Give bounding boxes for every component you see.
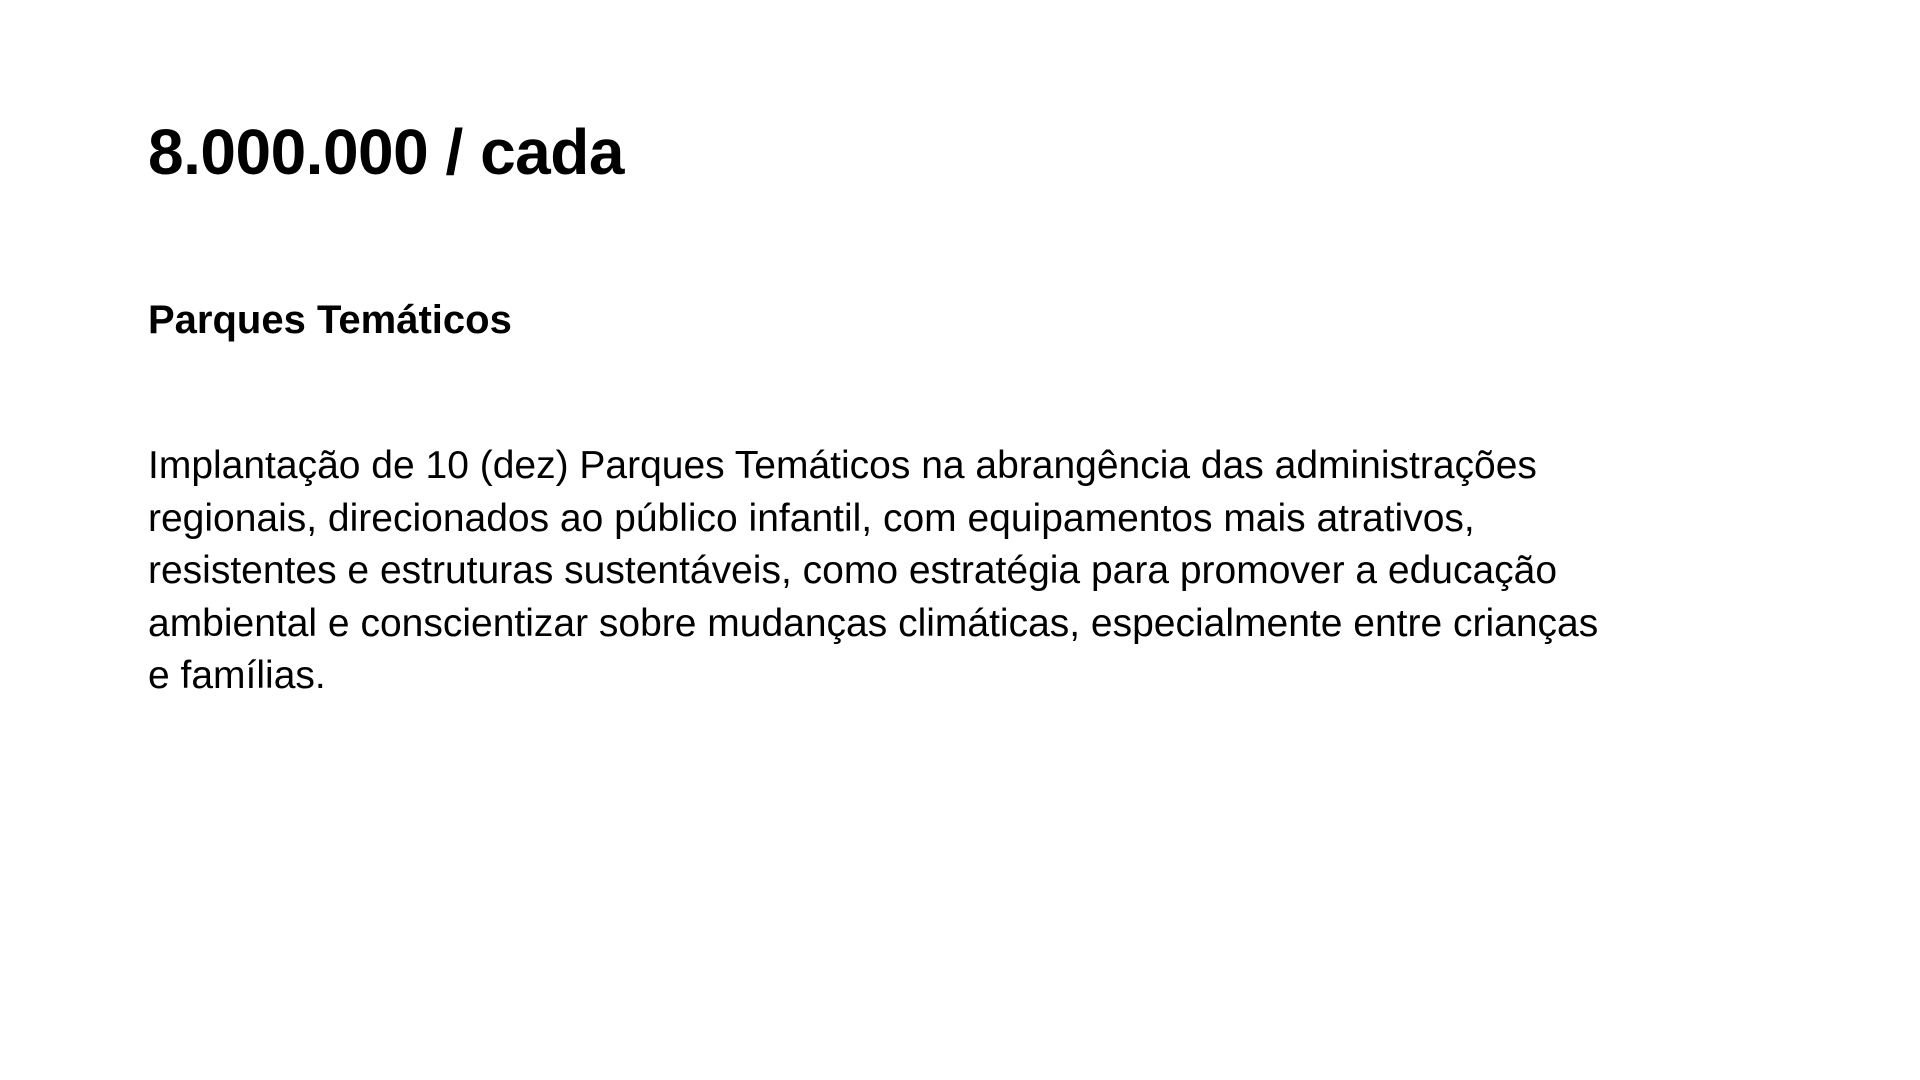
body-line: Implantação de 10 (dez) Parques Temáticos na abrangência das administrações (148, 444, 1537, 487)
slide-subtitle: Parques Temáticos (148, 298, 512, 342)
body-line: resistentes e estruturas sustentáveis, como estratégia para promover a educação (148, 549, 1558, 592)
body-line: ambiental e conscientizar sobre mudanças climáticas, especialmente entre crianças (148, 601, 1599, 645)
slide-title: 8.000.000 / cada (148, 116, 624, 188)
slide-body-paragraph (148, 440, 1798, 703)
body-line: regionais, direcionados ao público infantil, com equipamentos mais atrativos, (148, 496, 1475, 540)
body-line: e famílias. (148, 654, 326, 697)
